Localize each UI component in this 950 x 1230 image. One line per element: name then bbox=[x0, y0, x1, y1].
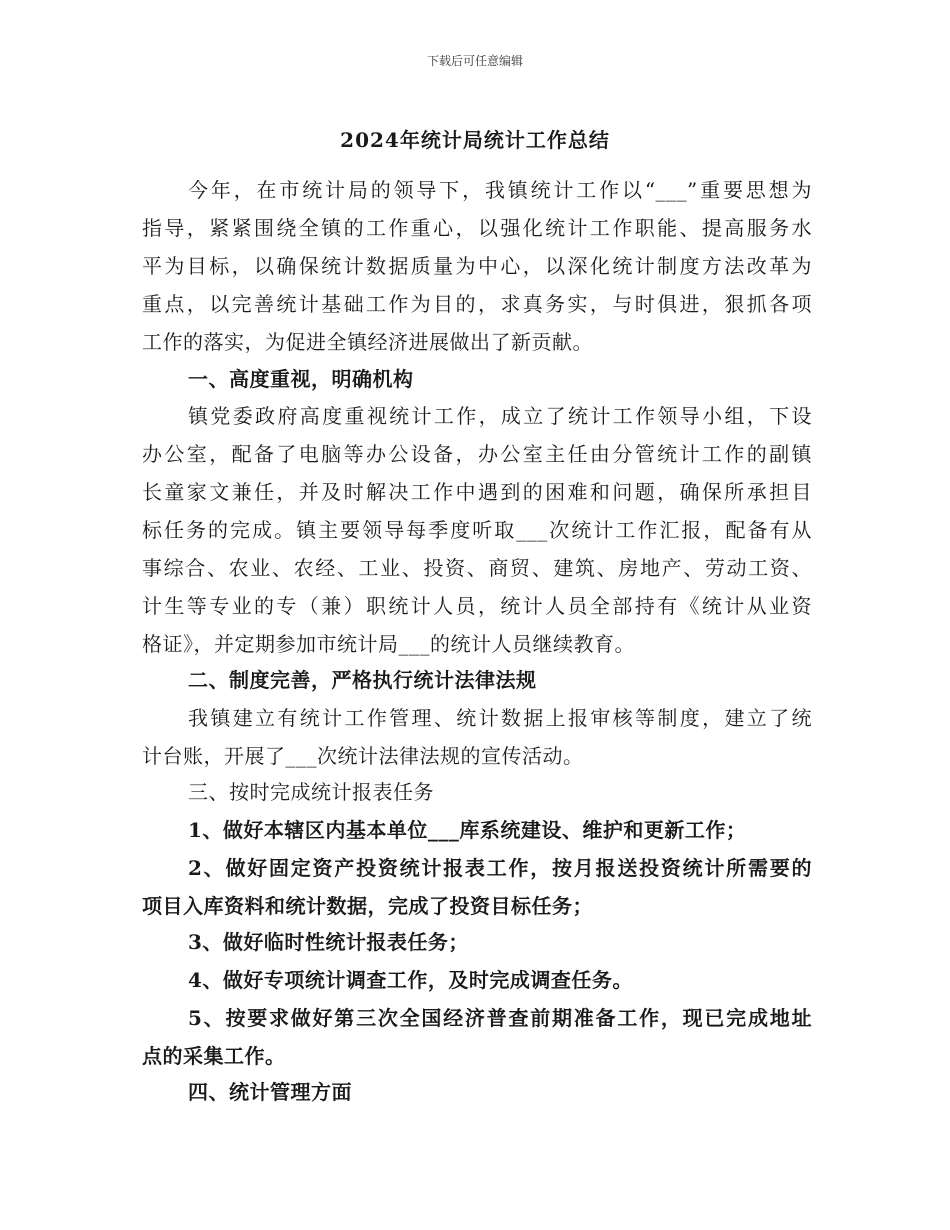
paragraph-line: 长童家文兼任，并及时解决工作中遇到的困难和问题，确保所承担目 bbox=[142, 480, 812, 504]
paragraph-line: 工作的落实，为促进全镇经济进展做出了新贡献。 bbox=[142, 330, 593, 354]
paragraph-line: 格证》，并定期参加市统计局___的统计人员继续教育。 bbox=[142, 632, 635, 656]
paragraph-line: 镇党委政府高度重视统计工作，成立了统计工作领导小组，下设 bbox=[188, 404, 812, 428]
list-item-continued: 点的采集工作。 bbox=[142, 1044, 286, 1068]
paragraph-line: 指导，紧紧围绕全镇的工作重心，以强化统计工作职能、提高服务水 bbox=[142, 216, 812, 240]
paragraph-line: 事综合、农业、农经、工业、投资、商贸、建筑、房地产、劳动工资、 bbox=[142, 556, 812, 580]
list-item: 3、做好临时性统计报表任务； bbox=[188, 930, 469, 954]
paragraph-line: 我镇建立有统计工作管理、统计数据上报审核等制度，建立了统 bbox=[188, 706, 812, 730]
section-heading: 四、统计管理方面 bbox=[188, 1080, 352, 1104]
list-item-continued: 项目入库资料和统计数据，完成了投资目标任务； bbox=[142, 894, 593, 918]
header-note: 下载后可任意编辑 bbox=[426, 54, 523, 68]
paragraph-line: 标任务的完成。镇主要领导每季度听取___次统计工作汇报，配备有从 bbox=[142, 518, 812, 542]
paragraph-line: 今年，在市统计局的领导下，我镇统计工作以“___”重要思想为 bbox=[188, 178, 812, 202]
list-item: 4、做好专项统计调查工作，及时完成调查任务。 bbox=[188, 968, 633, 992]
section-heading: 二、制度完善，严格执行统计法律法规 bbox=[188, 668, 537, 692]
paragraph-line: 平为目标，以确保统计数据质量为中心，以深化统计制度方法改革为 bbox=[142, 254, 812, 278]
document-title: 2024年统计局统计工作总结 bbox=[340, 128, 610, 152]
list-item: 2、做好固定资产投资统计报表工作，按月报送投资统计所需要的 bbox=[188, 856, 812, 880]
paragraph-line: 办公室，配备了电脑等办公设备，办公室主任由分管统计工作的副镇 bbox=[142, 442, 812, 466]
section-heading: 一、高度重视，明确机构 bbox=[188, 367, 414, 391]
paragraph-line: 重点，以完善统计基础工作为目的，求真务实，与时俱进，狠抓各项 bbox=[142, 292, 812, 316]
list-item: 5、按要求做好第三次全国经济普查前期准备工作，现已完成地址 bbox=[188, 1006, 812, 1030]
paragraph-line: 计台账，开展了___次统计法律法规的宣传活动。 bbox=[142, 744, 584, 768]
list-item: 1、做好本辖区内基本单位___库系统建设、维护和更新工作； bbox=[188, 818, 747, 842]
section-heading: 三、按时完成统计报表任务 bbox=[188, 780, 434, 804]
paragraph-line: 计生等专业的专（兼）职统计人员，统计人员全部持有《统计从业资 bbox=[142, 594, 812, 618]
